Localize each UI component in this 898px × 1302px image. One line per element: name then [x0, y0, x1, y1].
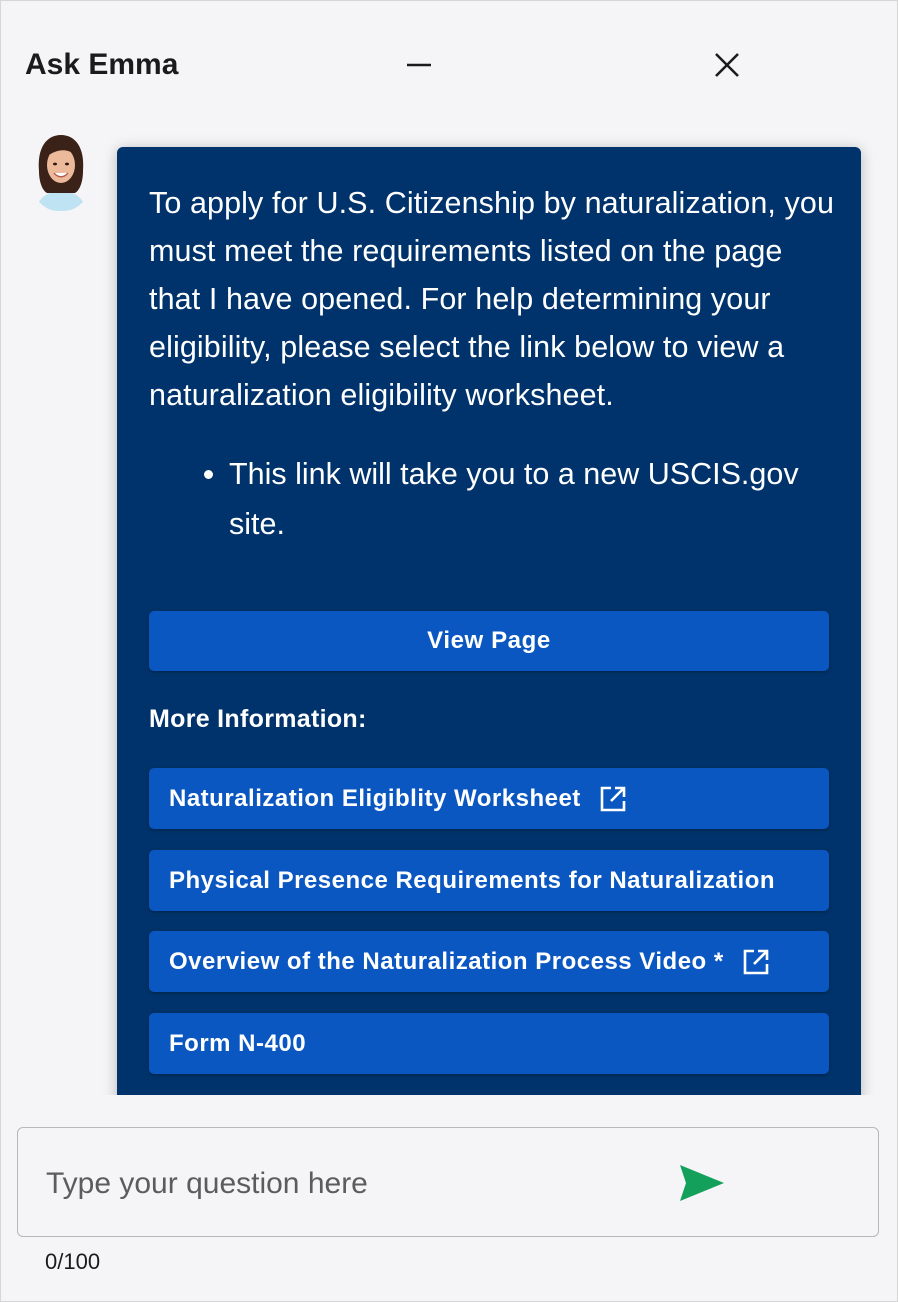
emma-avatar [29, 131, 93, 211]
link-label: Physical Presence Requirements for Naturalization [169, 866, 776, 894]
link-naturalization-video[interactable] [149, 931, 829, 992]
view-page-label: View Page [427, 627, 551, 654]
chat-title: Ask Emma [25, 48, 179, 81]
question-input-container [17, 1127, 879, 1237]
chat-messages[interactable] [1, 129, 897, 1095]
send-icon [679, 1164, 725, 1202]
send-button[interactable] [672, 1158, 732, 1208]
character-counter: 0/100 [45, 1249, 101, 1274]
chat-header [1, 1, 897, 129]
more-information-heading: More Information: [149, 705, 367, 733]
message-bullet-list [197, 449, 849, 549]
link-physical-presence[interactable] [149, 850, 829, 911]
close-icon [713, 51, 741, 79]
minimize-icon [405, 51, 433, 79]
assistant-message-bubble [117, 147, 861, 1095]
assistant-message-text: To apply for U.S. Citizenship by naturalization, you must meet the requirements listed on the page that I have opened. For help determining your eligibility, please select the link below to view a naturalization eligibility worksheet. [149, 186, 835, 412]
link-form-n400[interactable] [149, 1013, 829, 1074]
link-label: Naturalization Eligiblity Worksheet [169, 784, 581, 812]
close-button[interactable] [703, 41, 751, 89]
link-eligibility-worksheet[interactable] [149, 768, 829, 829]
question-input[interactable] [44, 1156, 648, 1212]
view-page-button[interactable] [149, 611, 829, 671]
external-link-icon [742, 948, 770, 976]
minimize-button[interactable] [395, 41, 443, 89]
link-label: Form N-400 [169, 1029, 307, 1057]
link-label: Overview of the Naturalization Process Video * [169, 947, 724, 975]
bullet-item: • This link will take you to a new USCIS.gov site. [229, 449, 849, 549]
external-link-icon [599, 785, 627, 813]
